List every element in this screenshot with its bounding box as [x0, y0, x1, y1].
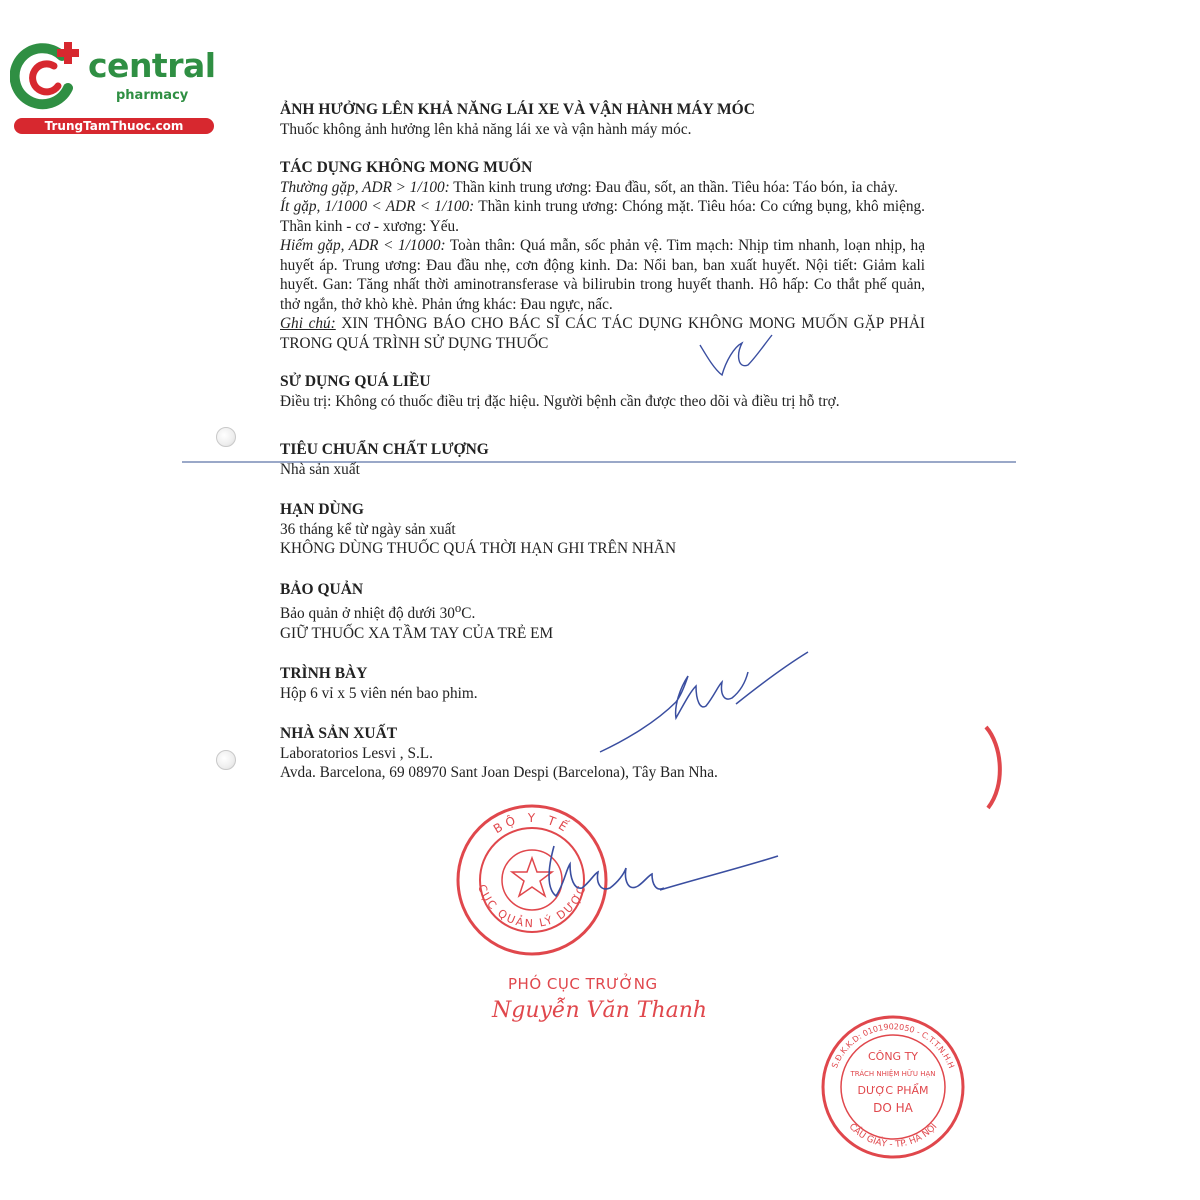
section-storage — [280, 580, 925, 644]
storage-temp-a: Bảo quản ở nhiệt độ dưới 30 — [280, 605, 455, 623]
text-expiry-1: 36 tháng kể từ ngày sản xuất — [280, 520, 456, 538]
text-manufacturer-2: Avda. Barcelona, 69 08970 Sant Joan Despi (Barcelona), Tây Ban Nha. — [280, 764, 718, 782]
section-driving — [280, 100, 925, 139]
section-adverse-effects — [280, 158, 925, 353]
company-stamp-line1: CÔNG TY — [867, 1050, 919, 1063]
text-storage-2: GIỮ THUỐC XA TẦM TAY CỦA TRẺ EM — [280, 624, 554, 642]
adverse-uncommon-text: Thần kinh trung ương: Chóng mặt. Tiêu hóa: Co cứng bụng, khô miệng. Thần kinh - cơ - xương: Yếu. — [280, 198, 925, 235]
text-overdose: Điều trị: Không có thuốc điều trị đặc hiệu. Người bệnh cần được theo dõi và điều trị hỗ trợ. — [280, 392, 840, 410]
logo-subtitle: pharmacy — [116, 88, 189, 103]
pharmacy-cross-icon — [10, 36, 90, 116]
section-quality — [280, 440, 925, 479]
text-expiry-2: KHÔNG DÙNG THUỐC QUÁ THỜI HẠN GHI TRÊN NHÃN — [280, 540, 677, 557]
binder-hole-top — [216, 427, 236, 447]
adverse-rare-text: Toàn thân: Quá mẫn, sốc phản vệ. Tim mạch: Nhịp tim nhanh, loạn nhịp, hạ huyết áp. Trung ương: Đau đầu nhẹ, cơn động kinh. Da: Nổi ban, ban xuất huyết. Nội tiết: Giảm kali huyết. Gan: Tăng nhất thời aminotransferase và bilirubin trong huyết thanh. Hô hấp: Co thắt phế quản, thở ngắn, thở khò khè. Phản ứng khác: Đau ngực, nấc. — [280, 237, 925, 313]
logo-website[interactable]: TrungTamThuoc.com — [14, 118, 214, 134]
ministry-stamp-bottom: CỤC QUẢN LÝ DƯỢC — [475, 882, 589, 931]
heading-manufacturer: NHÀ SẢN XUẤT — [280, 725, 398, 743]
logo-brand-name: central — [88, 46, 216, 85]
heading-driving: ẢNH HƯỞNG LÊN KHẢ NĂNG LÁI XE VÀ VẬN HÀNH MÁY MÓC — [280, 101, 755, 118]
company-stamp-line4: DO HA — [873, 1101, 913, 1115]
heading-overdose: SỬ DỤNG QUÁ LIỀU — [280, 373, 431, 390]
text-storage-1 — [280, 599, 925, 624]
storage-degree: o — [454, 601, 462, 615]
signature-deputy — [540, 838, 780, 918]
deputy-name: Nguyễn Văn Thanh — [492, 998, 708, 1023]
company-stamp-bottom: CẦU GIẤY - TP. HÀ NỘI — [846, 1121, 940, 1150]
adverse-uncommon-label: Ít gặp, 1/1000 < ADR < 1/100: — [280, 198, 475, 215]
heading-adverse-effects: TÁC DỤNG KHÔNG MONG MUỐN — [280, 159, 533, 176]
ministry-stamp-top: BỘ Y TẾ — [490, 810, 574, 837]
text-quality: Nhà sản xuất — [280, 460, 360, 478]
company-stamp — [818, 1012, 968, 1162]
heading-presentation: TRÌNH BÀY — [280, 665, 368, 683]
svg-text:BỘ Y TẾ — [491, 811, 574, 836]
section-overdose — [280, 372, 925, 411]
partial-stamp-edge — [982, 725, 1012, 810]
adverse-common-label: Thường gặp, ADR > 1/100: — [280, 178, 450, 196]
company-stamp-line3: DƯỢC PHẨM — [857, 1084, 929, 1097]
text-presentation: Hộp 6 vỉ x 5 viên nén bao phim. — [280, 684, 478, 702]
adverse-note-text: XIN THÔNG BÁO CHO BÁC SĨ CÁC TÁC DỤNG KHÔNG MONG MUỐN GẶP PHẢI TRONG QUÁ TRÌNH SỬ DỤNG THUỐC — [280, 315, 925, 352]
binder-hole-bottom — [216, 750, 236, 770]
text-driving: Thuốc không ảnh hưởng lên khả năng lái xe và vận hành máy móc. — [280, 120, 692, 138]
text-manufacturer-1: Laboratorios Lesvi , S.L. — [280, 744, 433, 762]
adverse-common-text: Thần kinh trung ương: Đau đầu, sốt, an thần. Tiêu hóa: Táo bón, ỉa chảy. — [449, 178, 898, 196]
adverse-note-label: Ghi chú: — [280, 315, 336, 332]
initial-mark — [696, 325, 776, 385]
svg-text:CẦU GIẤY - TP. HÀ NỘI — [847, 1122, 940, 1150]
heading-expiry: HẠN DÙNG — [280, 501, 364, 518]
adverse-common — [280, 178, 925, 198]
company-stamp-line2: TRÁCH NHIỆM HỮU HẠN — [850, 1070, 936, 1078]
adverse-uncommon — [280, 197, 925, 236]
deputy-title: PHÓ CỤC TRƯỞNG — [508, 975, 658, 993]
company-stamp-ring: S.Đ.K.K.D: 0101902050 - C.T.T.N.H.H — [830, 1022, 956, 1070]
signature-manufacturer — [596, 646, 816, 756]
adverse-note — [280, 314, 925, 353]
heading-quality: TIÊU CHUẨN CHẤT LƯỢNG — [280, 441, 489, 458]
section-expiry — [280, 500, 925, 559]
adverse-rare — [280, 236, 925, 314]
heading-storage: BẢO QUẢN — [280, 580, 364, 598]
central-pharmacy-logo — [10, 36, 220, 136]
adverse-rare-label: Hiếm gặp, ADR < 1/1000: — [280, 237, 446, 254]
storage-temp-b: C. — [461, 605, 476, 623]
